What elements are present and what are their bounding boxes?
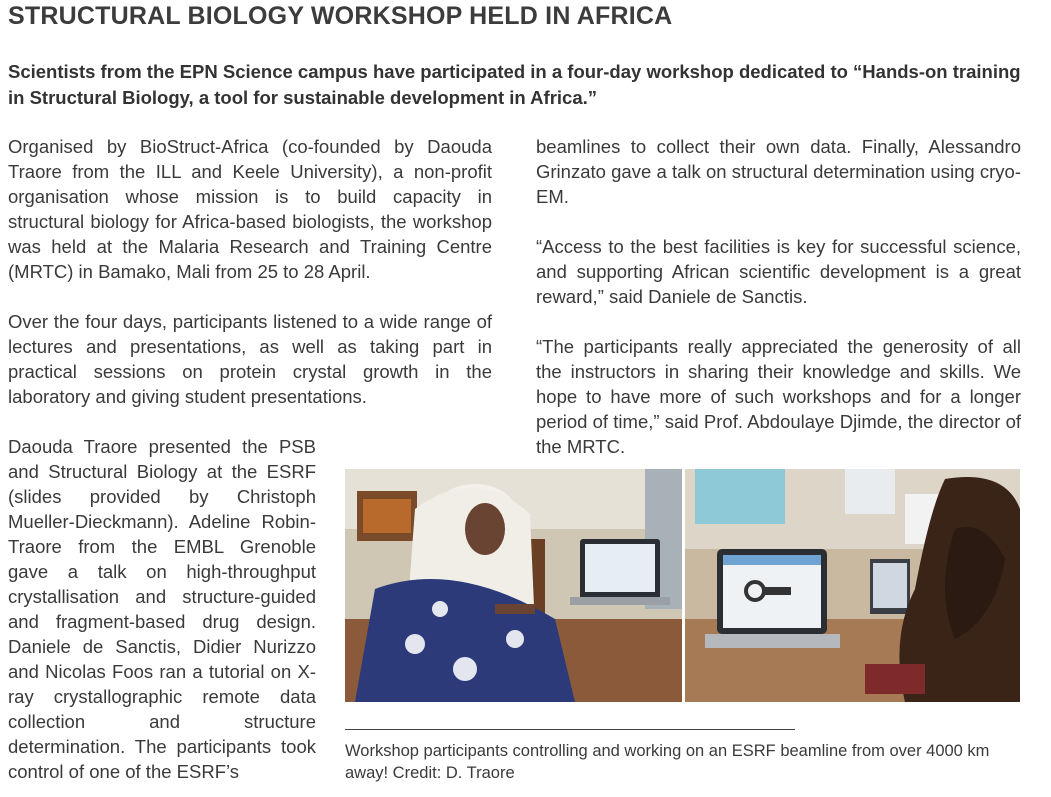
caption-divider <box>345 729 795 730</box>
article-intro: Scientists from the EPN Science campus have participated in a four-day workshop dedicated to “Hands-on training in Structural Biology, a tool for sustainable development in Africa.” <box>8 61 1021 108</box>
quote-djimde: “The participants really appreciated the generosity of all the instructors in sharing their knowledge and skills. We hope to have more of such workshops and for a longer period of time,” said Prof. Abdoulaye Djimde, the director of the MRTC. <box>536 336 1021 457</box>
photo-caption: Workshop participants controlling and working on an ESRF beamline from over 4000 km away! Credit: D. Traore <box>345 742 990 782</box>
workshop-photo-illustration <box>345 469 1020 702</box>
paragraph-beamlines: beamlines to collect their own data. Finally, Alessandro Grinzato gave a talk on structural determination using cryo-EM. <box>536 136 1021 207</box>
paragraph-organisation: Organised by BioStruct-Africa (co-founded by Daouda Traore from the ILL and Keele University), a non-profit organisation whose mission is to build capacity in structural biology for Africa-based biologists, the workshop was held at the Malaria Research and Training Centre (MRTC) in Bamako, Mali from 25 to 28 April. <box>8 136 492 282</box>
left-column <box>8 134 492 409</box>
article-title: STRUCTURAL BIOLOGY WORKSHOP HELD IN AFRICA <box>8 2 673 30</box>
right-column <box>536 134 1021 459</box>
workshop-photo <box>345 469 1020 702</box>
paragraph-presenters: Daouda Traore presented the PSB and Structural Biology at the ESRF (slides provided by Christoph Mueller-Dieckmann). Adeline Robin-Traore from the EMBL Grenoble gave a talk on high-throughput crystallisation and structure-guided and fragment-based drug design. Daniele de Sanctis, Didier Nurizzo and Nicolas Foos ran a tutorial on X-ray crystallographic remote data collection and structure determination. The participants took control of one of the ESRF’s <box>8 436 316 782</box>
paragraph-four-days: Over the four days, participants listened to a wide range of lectures and presentations, as well as taking part in practical sessions on protein crystal growth in the laboratory and giving student presentations. <box>8 311 492 407</box>
quote-de-sanctis: “Access to the best facilities is key for successful science, and supporting African scientific development is a great reward,” said Daniele de Sanctis. <box>536 236 1021 307</box>
